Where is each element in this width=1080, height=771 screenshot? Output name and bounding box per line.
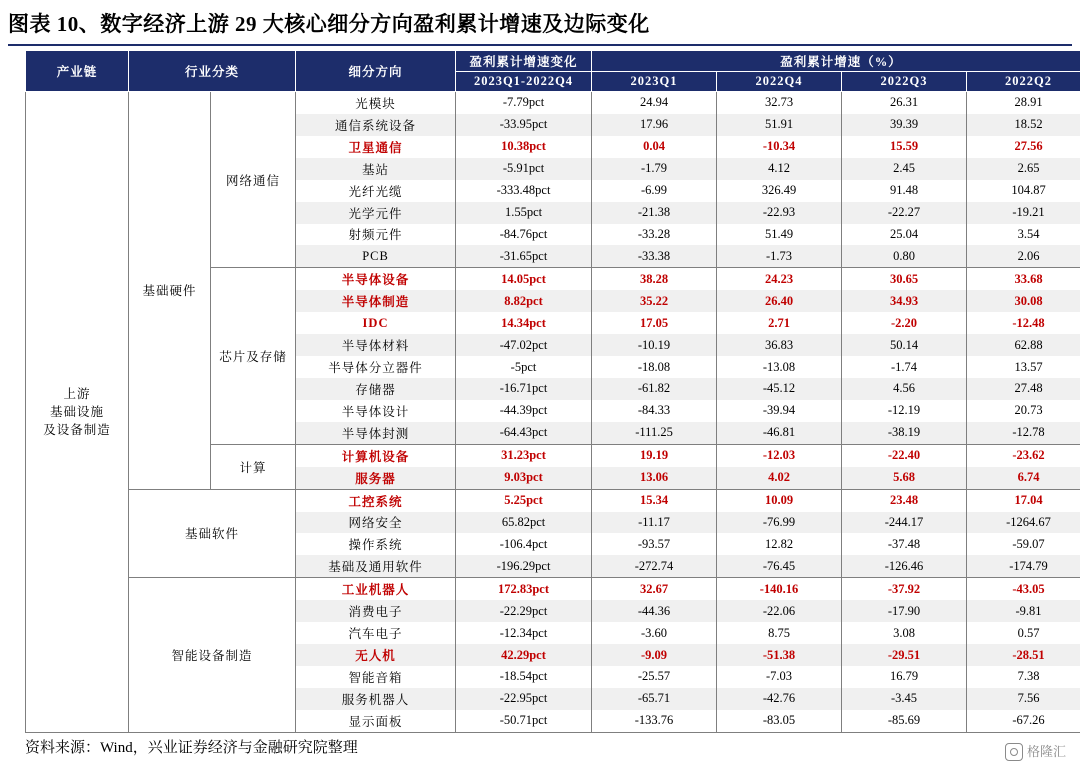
growth-cell: 15.34 [592, 489, 717, 511]
subgroup-software: 基础软件 [129, 489, 296, 578]
growth-cell: 16.79 [842, 666, 967, 688]
growth-cell: 10.09 [717, 489, 842, 511]
header-period: 2022Q3 [842, 72, 967, 92]
growth-cell: 7.56 [967, 688, 1080, 710]
header-change-period: 2023Q1-2022Q4 [456, 72, 592, 92]
segment-name: 光纤光缆 [296, 180, 456, 202]
growth-cell: -23.62 [967, 444, 1080, 466]
growth-table [25, 50, 1080, 733]
segment-name: 无人机 [296, 644, 456, 666]
growth-cell: -1.73 [717, 245, 842, 267]
growth-cell: 15.59 [842, 136, 967, 158]
growth-cell: -1.79 [592, 158, 717, 180]
growth-cell: 32.73 [717, 92, 842, 114]
growth-cell: -37.48 [842, 533, 967, 555]
growth-cell: 23.48 [842, 489, 967, 511]
change-cell: -33.95pct [456, 114, 592, 136]
growth-cell: -76.45 [717, 555, 842, 577]
segment-name: 显示面板 [296, 710, 456, 732]
change-cell: -196.29pct [456, 555, 592, 577]
header-period: 2023Q1 [592, 72, 717, 92]
growth-cell: -46.81 [717, 422, 842, 444]
change-cell: 10.38pct [456, 136, 592, 158]
subgroup-chip: 芯片及存储 [211, 268, 296, 444]
growth-cell: -133.76 [592, 710, 717, 732]
growth-cell: 2.45 [842, 158, 967, 180]
change-cell: -22.95pct [456, 688, 592, 710]
growth-cell: 6.74 [967, 467, 1080, 489]
change-cell: -5.91pct [456, 158, 592, 180]
segment-name: PCB [296, 245, 456, 267]
growth-cell: -21.38 [592, 202, 717, 224]
growth-cell: -22.06 [717, 600, 842, 622]
growth-cell: -43.05 [967, 578, 1080, 600]
growth-cell: 12.82 [717, 533, 842, 555]
header-industry: 行业分类 [129, 51, 296, 92]
title-underline [8, 44, 1072, 46]
segment-name: 工控系统 [296, 489, 456, 511]
growth-cell: -38.19 [842, 422, 967, 444]
table-body [26, 92, 1080, 733]
growth-cell: -126.46 [842, 555, 967, 577]
header-period: 2022Q2 [967, 72, 1080, 92]
chain-cell: 上游 基础设施 及设备制造 [26, 92, 129, 733]
change-cell: -333.48pct [456, 180, 592, 202]
change-cell: 172.83pct [456, 578, 592, 600]
growth-cell: -44.36 [592, 600, 717, 622]
growth-cell: -51.38 [717, 644, 842, 666]
growth-cell: -10.19 [592, 334, 717, 356]
growth-cell: -42.76 [717, 688, 842, 710]
growth-cell: 36.83 [717, 334, 842, 356]
segment-name: IDC [296, 312, 456, 334]
segment-name: 智能音箱 [296, 666, 456, 688]
growth-cell: -65.71 [592, 688, 717, 710]
growth-cell: -45.12 [717, 378, 842, 400]
change-cell: -47.02pct [456, 334, 592, 356]
change-cell: -44.39pct [456, 400, 592, 422]
segment-name: 网络安全 [296, 512, 456, 534]
growth-cell: -25.57 [592, 666, 717, 688]
growth-cell: -9.81 [967, 600, 1080, 622]
growth-cell: 35.22 [592, 290, 717, 312]
growth-cell: 39.39 [842, 114, 967, 136]
growth-cell: 17.96 [592, 114, 717, 136]
segment-name: 汽车电子 [296, 622, 456, 644]
growth-cell: 28.91 [967, 92, 1080, 114]
growth-cell: 24.94 [592, 92, 717, 114]
growth-cell: -39.94 [717, 400, 842, 422]
watermark-text: 格隆汇 [1026, 744, 1066, 759]
growth-cell: -140.16 [717, 578, 842, 600]
growth-cell: 32.67 [592, 578, 717, 600]
growth-cell: 4.02 [717, 467, 842, 489]
growth-cell: -85.69 [842, 710, 967, 732]
header-growth-group: 盈利累计增速（%） [592, 51, 1080, 72]
growth-cell: -22.40 [842, 444, 967, 466]
table-row [26, 489, 1080, 511]
growth-cell: -59.07 [967, 533, 1080, 555]
table-row [26, 92, 1080, 114]
growth-cell: -1264.67 [967, 512, 1080, 534]
segment-name: 光学元件 [296, 202, 456, 224]
change-cell: 42.29pct [456, 644, 592, 666]
growth-cell: 51.91 [717, 114, 842, 136]
change-cell: 1.55pct [456, 202, 592, 224]
growth-cell: 104.87 [967, 180, 1080, 202]
header-chain: 产业链 [26, 51, 129, 92]
growth-cell: 38.28 [592, 268, 717, 290]
growth-cell: -6.99 [592, 180, 717, 202]
growth-cell: -13.08 [717, 356, 842, 378]
change-cell: -16.71pct [456, 378, 592, 400]
growth-cell: -272.74 [592, 555, 717, 577]
growth-cell: 3.54 [967, 224, 1080, 246]
growth-cell: 25.04 [842, 224, 967, 246]
growth-cell: -10.34 [717, 136, 842, 158]
segment-name: 操作系统 [296, 533, 456, 555]
growth-cell: 2.65 [967, 158, 1080, 180]
change-cell: 9.03pct [456, 467, 592, 489]
growth-cell: 50.14 [842, 334, 967, 356]
growth-cell: 27.56 [967, 136, 1080, 158]
change-cell: 5.25pct [456, 489, 592, 511]
growth-cell: 30.08 [967, 290, 1080, 312]
growth-cell: -2.20 [842, 312, 967, 334]
growth-cell: -37.92 [842, 578, 967, 600]
segment-name: 半导体设备 [296, 268, 456, 290]
growth-cell: 3.08 [842, 622, 967, 644]
segment-name: 光模块 [296, 92, 456, 114]
header-period: 2022Q4 [717, 72, 842, 92]
growth-cell: -17.90 [842, 600, 967, 622]
header-segment: 细分方向 [296, 51, 456, 92]
subgroup-network: 网络通信 [211, 92, 296, 268]
growth-cell: 2.71 [717, 312, 842, 334]
segment-name: 半导体材料 [296, 334, 456, 356]
segment-name: 计算机设备 [296, 444, 456, 466]
segment-name: 半导体制造 [296, 290, 456, 312]
growth-cell: -83.05 [717, 710, 842, 732]
growth-cell: -76.99 [717, 512, 842, 534]
segment-name: 消费电子 [296, 600, 456, 622]
growth-cell: -22.27 [842, 202, 967, 224]
growth-cell: 4.12 [717, 158, 842, 180]
growth-cell: 30.65 [842, 268, 967, 290]
growth-cell: -67.26 [967, 710, 1080, 732]
segment-name: 基站 [296, 158, 456, 180]
change-cell: -31.65pct [456, 245, 592, 267]
growth-cell: -1.74 [842, 356, 967, 378]
growth-cell: 0.80 [842, 245, 967, 267]
watermark-logo-icon [1005, 743, 1023, 761]
growth-cell: -18.08 [592, 356, 717, 378]
segment-name: 半导体封测 [296, 422, 456, 444]
growth-cell: 7.38 [967, 666, 1080, 688]
growth-cell: -28.51 [967, 644, 1080, 666]
chart-title: 图表 10、数字经济上游 29 大核心细分方向盈利累计增速及边际变化 [8, 12, 650, 36]
growth-cell: -174.79 [967, 555, 1080, 577]
segment-name: 基础及通用软件 [296, 555, 456, 577]
table-row [26, 578, 1080, 600]
segment-name: 工业机器人 [296, 578, 456, 600]
subgroup-compute: 计算 [211, 444, 296, 489]
subgroup-smart: 智能设备制造 [129, 578, 296, 732]
growth-cell: 51.49 [717, 224, 842, 246]
growth-cell: -244.17 [842, 512, 967, 534]
growth-cell: 33.68 [967, 268, 1080, 290]
segment-name: 服务机器人 [296, 688, 456, 710]
growth-cell: 26.31 [842, 92, 967, 114]
segment-name: 半导体分立器件 [296, 356, 456, 378]
industry-hardware: 基础硬件 [129, 92, 211, 490]
header-change-group: 盈利累计增速变化 [456, 51, 592, 72]
change-cell: -50.71pct [456, 710, 592, 732]
change-cell: -7.79pct [456, 92, 592, 114]
segment-name: 卫星通信 [296, 136, 456, 158]
growth-cell: -61.82 [592, 378, 717, 400]
growth-cell: 5.68 [842, 467, 967, 489]
growth-cell: 13.57 [967, 356, 1080, 378]
growth-cell: 8.75 [717, 622, 842, 644]
growth-cell: -33.28 [592, 224, 717, 246]
growth-cell: 17.05 [592, 312, 717, 334]
segment-name: 存储器 [296, 378, 456, 400]
change-cell: 14.34pct [456, 312, 592, 334]
change-cell: -12.34pct [456, 622, 592, 644]
growth-cell: 4.56 [842, 378, 967, 400]
segment-name: 半导体设计 [296, 400, 456, 422]
change-cell: -5pct [456, 356, 592, 378]
growth-cell: -84.33 [592, 400, 717, 422]
segment-name: 服务器 [296, 467, 456, 489]
growth-cell: -9.09 [592, 644, 717, 666]
growth-cell: 18.52 [967, 114, 1080, 136]
growth-cell: -12.19 [842, 400, 967, 422]
growth-cell: -3.60 [592, 622, 717, 644]
segment-name: 通信系统设备 [296, 114, 456, 136]
growth-cell: -93.57 [592, 533, 717, 555]
growth-cell: -29.51 [842, 644, 967, 666]
growth-cell: -12.48 [967, 312, 1080, 334]
growth-cell: 91.48 [842, 180, 967, 202]
growth-cell: -3.45 [842, 688, 967, 710]
growth-cell: -7.03 [717, 666, 842, 688]
growth-cell: -12.78 [967, 422, 1080, 444]
change-cell: -22.29pct [456, 600, 592, 622]
source-note: 资料来源：Wind，兴业证券经济与金融研究院整理 [25, 740, 358, 756]
growth-cell: -33.38 [592, 245, 717, 267]
growth-cell: -22.93 [717, 202, 842, 224]
growth-cell: 24.23 [717, 268, 842, 290]
growth-cell: 13.06 [592, 467, 717, 489]
growth-cell: 0.57 [967, 622, 1080, 644]
growth-cell: 326.49 [717, 180, 842, 202]
growth-cell: 17.04 [967, 489, 1080, 511]
growth-cell: 62.88 [967, 334, 1080, 356]
segment-name: 射频元件 [296, 224, 456, 246]
growth-cell: -111.25 [592, 422, 717, 444]
change-cell: -18.54pct [456, 666, 592, 688]
growth-cell: 26.40 [717, 290, 842, 312]
watermark [1005, 741, 1066, 763]
change-cell: 65.82pct [456, 512, 592, 534]
growth-cell: 34.93 [842, 290, 967, 312]
change-cell: -84.76pct [456, 224, 592, 246]
growth-cell: 0.04 [592, 136, 717, 158]
growth-cell: 20.73 [967, 400, 1080, 422]
growth-cell: -12.03 [717, 444, 842, 466]
growth-cell: 19.19 [592, 444, 717, 466]
change-cell: 31.23pct [456, 444, 592, 466]
change-cell: 14.05pct [456, 268, 592, 290]
change-cell: 8.82pct [456, 290, 592, 312]
growth-cell: 27.48 [967, 378, 1080, 400]
change-cell: -106.4pct [456, 533, 592, 555]
growth-cell: 2.06 [967, 245, 1080, 267]
growth-cell: -11.17 [592, 512, 717, 534]
growth-cell: -19.21 [967, 202, 1080, 224]
change-cell: -64.43pct [456, 422, 592, 444]
